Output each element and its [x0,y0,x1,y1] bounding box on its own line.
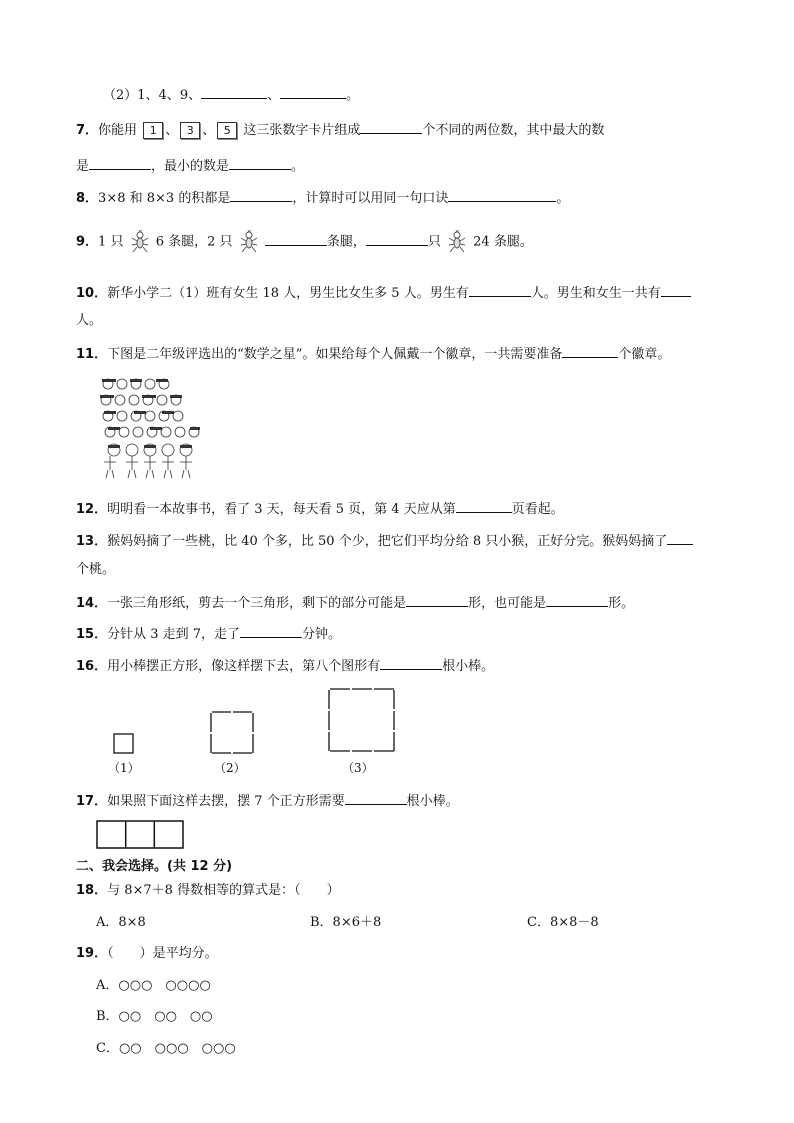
q10-blank-boys[interactable] [469,282,531,297]
q14-blank-1[interactable] [406,592,468,607]
stick-square-figure-1 [114,734,133,753]
question-number: 9． [76,234,99,250]
question-number: 11． [76,347,108,362]
question-number: 18． [76,883,108,898]
q8-blank-rhyme[interactable] [448,187,556,202]
q7-blank-count[interactable] [360,119,422,134]
q18-option-b[interactable]: B．8×6＋8 [310,915,382,930]
q6-line: （2）1、4、9、 、 。 [103,84,359,105]
mosquito-icon [239,230,259,254]
number-card-5: 5 [217,122,237,139]
q13-line-2: 个桃。 [76,562,116,577]
q8-blank-product[interactable] [230,187,292,202]
children-group-illustration [98,376,208,482]
q10-blank-total[interactable] [661,282,691,297]
question-number: 10． [76,286,108,301]
q9-blank-legs[interactable] [265,231,327,246]
q13-blank[interactable] [667,530,693,545]
figure-label-2: （2） [214,761,246,775]
figure-label-3: （3） [342,761,374,775]
q11-line: 11．下图是二年级评选出的“数学之星”。如果给每个人佩戴一个徽章，一共需要准备 个徽章。 [76,343,670,364]
q8-line: 8．3×8 和 8×3 的积都是 ，计算时可以用同一句口诀 。 [76,187,569,208]
q9-line: 9．1 只 6 条腿，2 只 条腿， 只 24 条腿。 [76,230,533,254]
stick-squares-figure [100,684,410,756]
number-card-3: 3 [180,122,200,139]
q7-blank-min[interactable] [229,155,291,170]
q6-blank-2[interactable] [280,84,346,99]
q10-line-2: 人。 [76,313,103,328]
q6-text: （2）1、4、9、 [103,88,202,103]
q12-line: 12．明明看一本故事书，看了 3 天，每天看 5 页，第 4 天应从第 页看起。 [76,498,564,519]
question-number: 13． [76,534,108,549]
section-heading: 二、我会选择。(共 12 分) [76,859,233,874]
question-number: 14． [76,596,108,611]
q7-line-2: 是 ，最小的数是 。 [76,155,304,176]
q11-blank[interactable] [562,343,618,358]
q14-line: 14．一张三角形纸，剪去一个三角形，剩下的部分可能是 形，也可能是 形。 [76,592,634,613]
stick-square-figure-3 [329,689,394,751]
q7-line-1: 7．你能用 1 、 3 、 5 这三张数字卡片组成 个不同的两位数，其中最大的数 [76,119,604,140]
q6-blank-1[interactable] [201,84,267,99]
q14-blank-2[interactable] [546,592,608,607]
q18-option-c[interactable]: C．8×8－8 [527,915,599,930]
q7-blank-max[interactable] [89,155,151,170]
q19-option-b[interactable]: B．○○ ○○ ○○ [96,1009,213,1024]
q12-blank[interactable] [456,498,512,513]
question-number: 15． [76,627,108,642]
question-number: 16． [76,659,108,674]
question-number: 8． [76,191,99,206]
q16-blank[interactable] [380,655,442,670]
q10-line-1: 10．新华小学二（1）班有女生 18 人，男生比女生多 5 人。男生有 人。男生和女生一共有 [76,282,691,303]
q19-line: 19．（ ）是平均分。 [76,946,218,961]
q19-option-c[interactable]: C．○○ ○○○ ○○○ [96,1041,236,1056]
q18-line: 18．与 8×7＋8 得数相等的算式是：（ ） [76,883,340,898]
question-number: 19． [76,946,108,961]
q16-line: 16．用小棒摆正方形，像这样摆下去，第八个图形有 根小棒。 [76,655,494,676]
q17-blank[interactable] [345,790,407,805]
question-number: 7． [76,123,99,138]
mosquito-icon [447,230,467,254]
q15-line: 15．分针从 3 走到 7，走了 分钟。 [76,623,341,644]
q19-option-a[interactable]: A．○○○ ○○○○ [96,978,211,993]
mosquito-icon [130,230,150,254]
question-number: 17． [76,794,108,809]
q18-option-a[interactable]: A．8×8 [96,915,146,930]
q9-blank-count[interactable] [366,231,428,246]
q13-line-1: 13．猴妈妈摘了一些桃，比 40 个多，比 50 个少，把它们平均分给 8 只小猴，正好分完。猴妈妈摘了 [76,530,693,551]
question-number: 12． [76,502,108,517]
figure-label-1: （1） [108,761,140,775]
number-card-1: 1 [143,122,163,139]
q17-line: 17．如果照下面这样去摆，摆 7 个正方形需要 根小棒。 [76,790,459,811]
three-squares-figure [96,820,186,850]
q15-blank[interactable] [240,623,302,638]
stick-square-figure-2 [211,712,253,753]
